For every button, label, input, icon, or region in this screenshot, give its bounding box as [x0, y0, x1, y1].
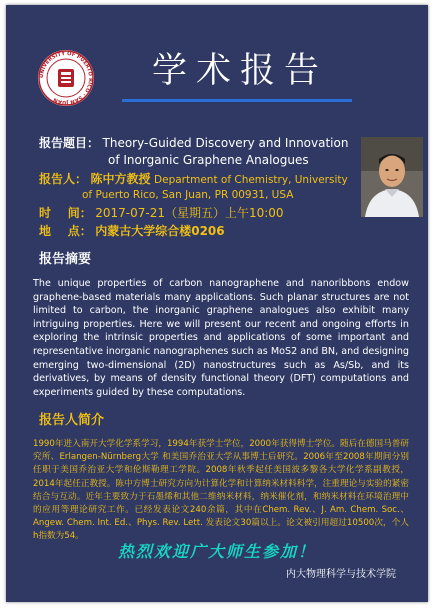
speaker-photo [361, 137, 423, 217]
speaker-row [39, 171, 348, 188]
topic-row [39, 135, 348, 152]
poster [6, 5, 428, 602]
portrait-icon [361, 137, 423, 217]
title-underline [122, 99, 352, 102]
university-seal-logo [38, 50, 94, 106]
abstract-heading: 报告摘要 [39, 252, 92, 267]
topic-line-2: of Inorganic Graphene Analogues [108, 153, 309, 167]
speaker-affiliation-2: of Puerto Rico, San Juan, PR 00931, USA [82, 189, 294, 201]
organizer-signature: 内大物理科学与技术学院 [286, 569, 396, 580]
topic-label: 报告题目： [39, 136, 100, 150]
seal-icon [38, 50, 94, 106]
place-label: 地 点： [39, 224, 92, 238]
place-row [39, 223, 225, 240]
time-value: 2017-07-21（星期五）上午10:00 [95, 206, 284, 220]
speaker-affiliation-1: Department of Chemistry, University [154, 174, 348, 186]
welcome-slogan: 热烈欢迎广大师生参加！ [117, 542, 316, 561]
time-label: 时 间： [39, 206, 92, 220]
bio-heading: 报告人简介 [39, 413, 105, 428]
bio-text: 1990年进入南开大学化学系学习，1994年获学士学位，2000年获得博士学位。随后在德国马普研究所、Erlangen-Nürnberg大学 和美国乔治亚大学从事博士后研究。2006年至2008年期间分别任职于美国乔治亚大学和伦斯勒理工学院。2008年秋季起任美国波多黎各大学化学系副教授，2014年起任正教授。陈中方博士研究方向为计算化学和计算纳米材料科学，注重理论与实验的紧密结合与互动。近年主要致力于石墨烯和其他二维纳米材料，纳米催化剂，和纳米材料在环境治理中的应用等理论研究工作。已经发表论文240余篇，其中在Chem. Rev.、J. Am. Chem. Soc.、Angew. Chem. Int. Ed.、Phys. Rev. Lett. 发表论文30篇以上。论文被引用超过10500次，个人h指数为54。 [33, 439, 409, 542]
svg-text:UNIVERSITY OF PUERTO RICO · SA: UNIVERSITY OF PUERTO RICO · SAN JUAN [38, 50, 94, 106]
place-value: 内蒙古大学综合楼0206 [95, 224, 225, 238]
speaker-name: 陈中方教授 [90, 172, 151, 186]
speaker-label: 报告人： [39, 172, 88, 186]
abstract-text: The unique properties of carbon nanographene and nanoribbons endow graphene-based materials many applications. Such planar structures are not limited to carbon, the inorganic graphene analogues also exhibit many intriguing properties. Here we will present our recent and ongoing efforts in exploring the intrinsic properties and applications of some important and representative inorganic nanographenes such as MoS2 and BN, and designing emerging two-dimensional (2D) nanostructures such as As/Sb, and its derivatives, by means of density functional theory (DFT) computations and experiments guided by these computations. [33, 278, 409, 398]
topic-line-1: Theory-Guided Discovery and Innovation [102, 136, 349, 150]
poster-title: 学术报告 [151, 51, 328, 91]
time-row [39, 205, 284, 222]
